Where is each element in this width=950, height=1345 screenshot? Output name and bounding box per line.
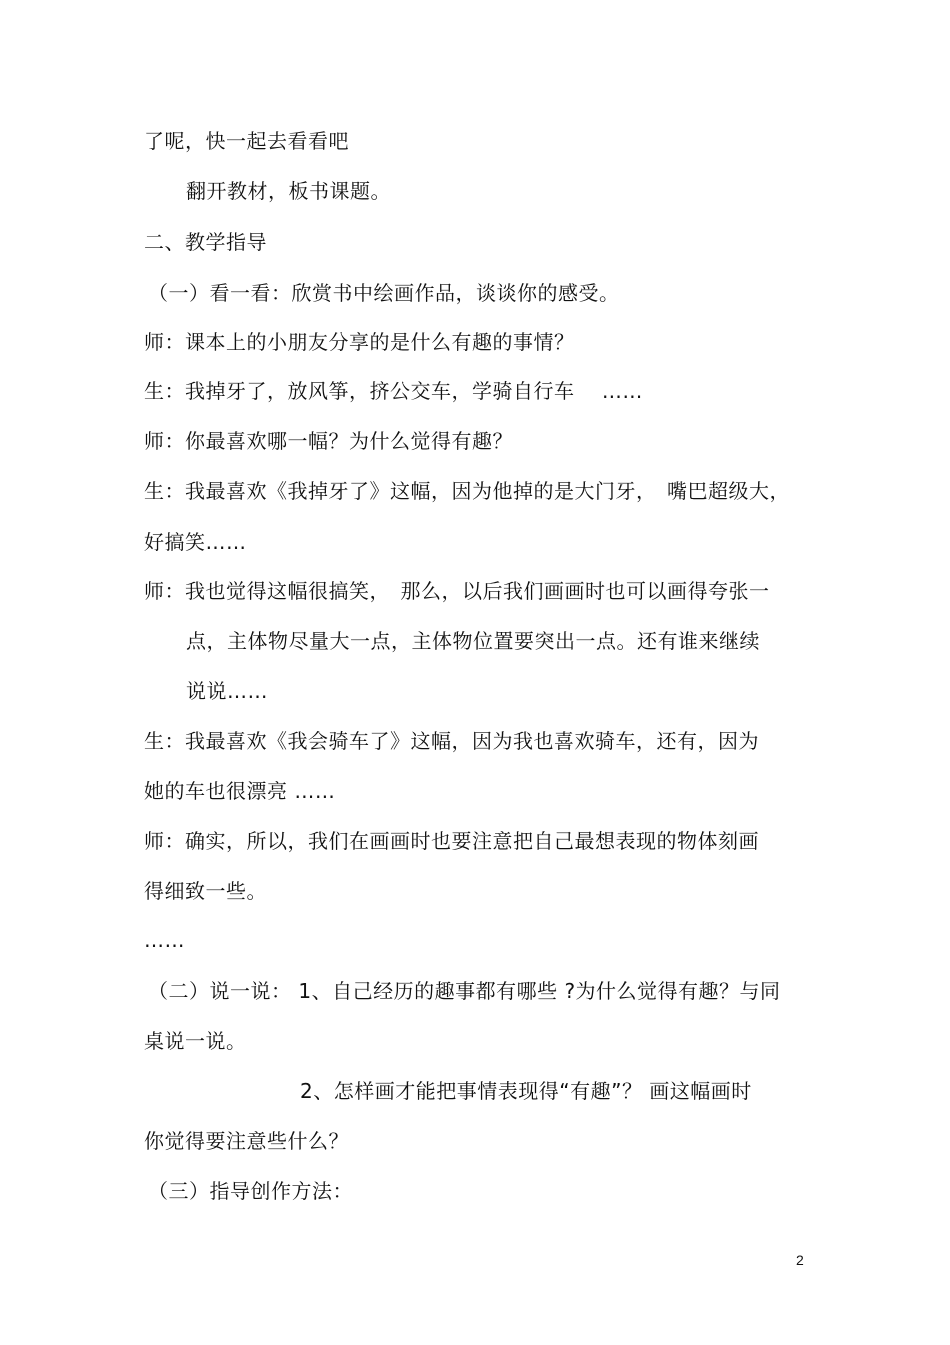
dialogue-line-5: 师：我也觉得这幅很搞笑， 那么，以后我们画画时也可以画得夸张一 — [144, 579, 770, 603]
discussion-question-2-continued: 你觉得要注意些什么？ — [144, 1129, 349, 1153]
dialogue-line-5-continued-1: 点，主体物尽量大一点，主体物位置要突出一点。还有谁来继续 — [186, 629, 760, 653]
dialogue-line-7-continued: 得细致一些。 — [144, 879, 267, 903]
dialogue-line-7: 师：确实，所以，我们在画画时也要注意把自己最想表现的物体刻画 — [144, 829, 759, 853]
discussion-question-2: 2、怎样画才能把事情表现得“有趣”？ 画这幅画时 — [300, 1079, 752, 1103]
subsection-heading-2-continued: 桌说一说。 — [144, 1029, 247, 1053]
section-heading-2: 二、教学指导 — [144, 230, 267, 254]
text-line-1: 了呢，快一起去看看吧 — [144, 129, 349, 153]
subsection-heading-1: （一）看一看：欣赏书中绘画作品，谈谈你的感受。 — [148, 281, 620, 305]
dialogue-line-1: 师：课本上的小朋友分享的是什么有趣的事情？ — [144, 330, 575, 354]
text-line-2: 翻开教材，板书课题。 — [186, 179, 391, 203]
dialogue-line-5-continued-2: 说说…… — [186, 679, 268, 703]
subsection-heading-2: （二）说一说： 1、自己经历的趣事都有哪些 ?为什么觉得有趣？与同 — [148, 979, 781, 1003]
page-number: 2 — [796, 1252, 804, 1268]
dialogue-line-2: 生：我掉牙了，放风筝，挤公交车，学骑自行车 …… — [144, 379, 643, 403]
dialogue-line-6: 生：我最喜欢《我会骑车了》这幅，因为我也喜欢骑车，还有，因为 — [144, 729, 759, 753]
ellipsis-line: …… — [144, 928, 185, 952]
dialogue-line-6-continued: 她的车也很漂亮 …… — [144, 779, 336, 803]
dialogue-line-3: 师：你最喜欢哪一幅？为什么觉得有趣？ — [144, 429, 513, 453]
dialogue-line-4-continued: 好搞笑…… — [144, 530, 247, 554]
dialogue-line-4: 生：我最喜欢《我掉牙了》这幅，因为他掉的是大门牙， 嘴巴超级大， — [144, 479, 790, 503]
subsection-heading-3: （三）指导创作方法： — [148, 1179, 353, 1203]
